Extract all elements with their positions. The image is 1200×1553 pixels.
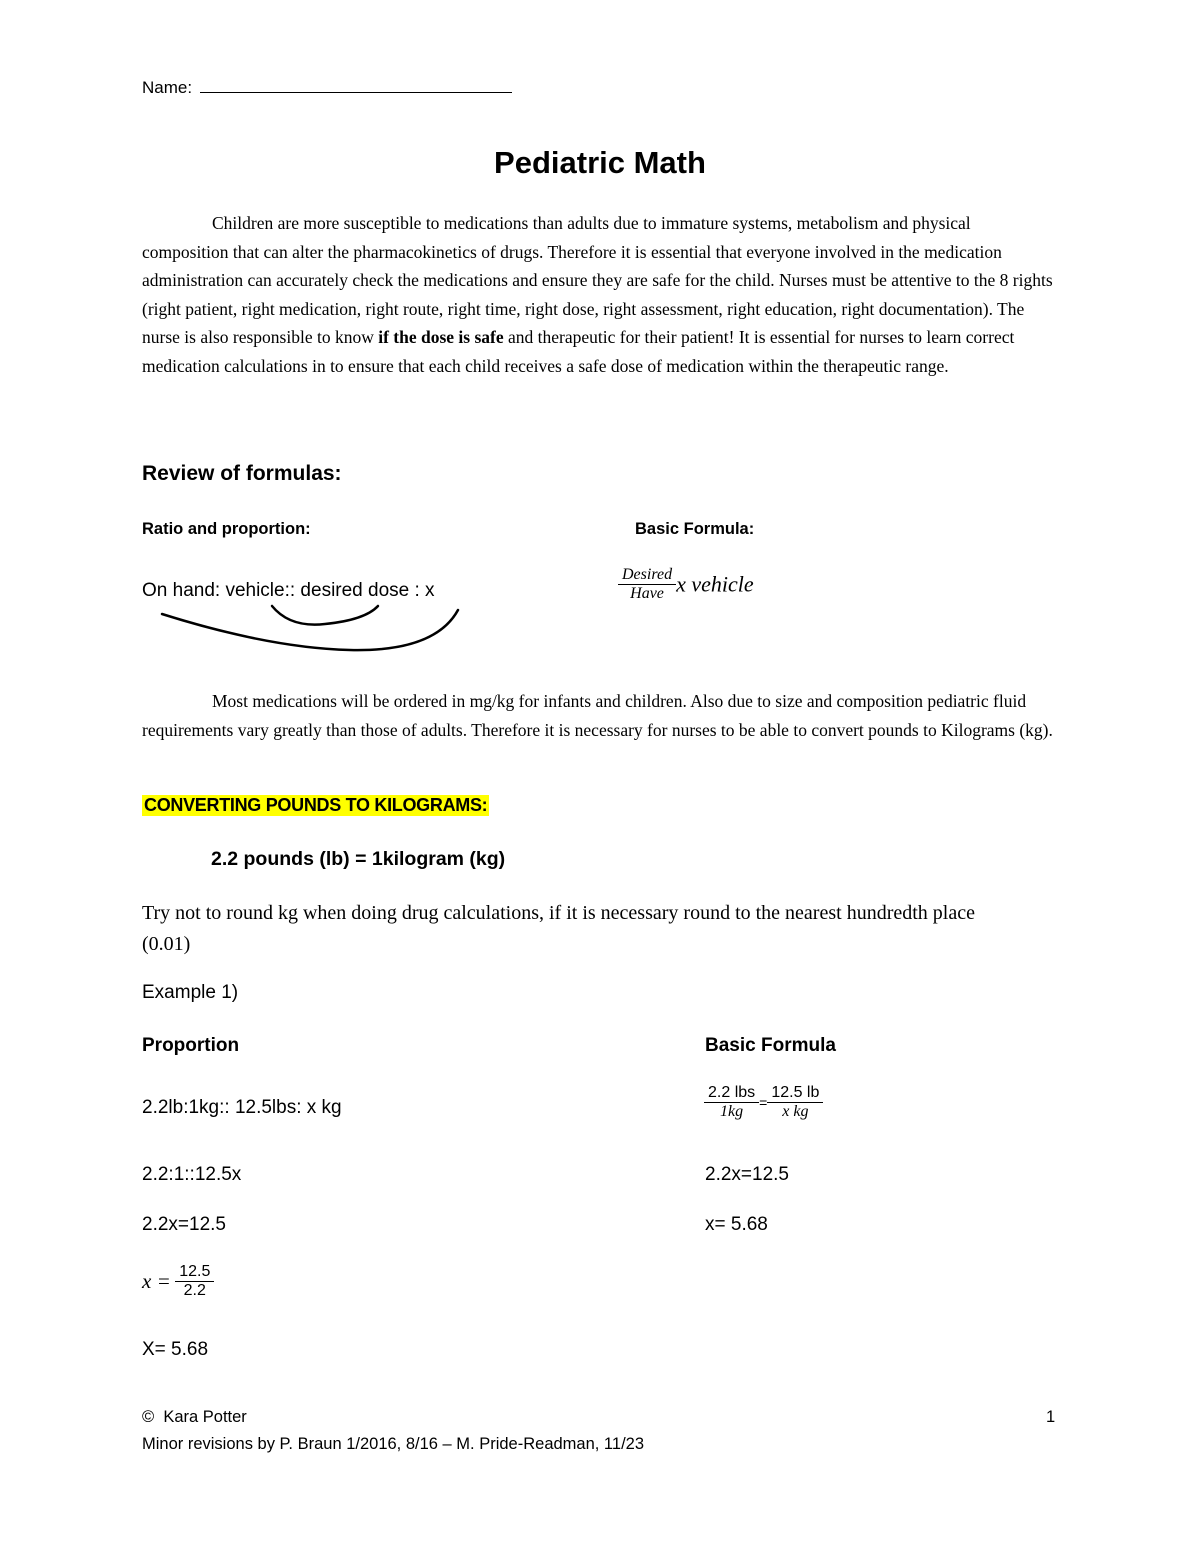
frac1-numerator: 2.2 lbs <box>708 1084 756 1101</box>
name-label: Name: <box>142 78 193 97</box>
equals-sign: = <box>759 1094 768 1111</box>
basic-formula <box>618 566 754 603</box>
para2-text: Most medications will be ordered in mg/kg for infants and children. Also due to size and composition pediatric fluid requirements vary greatly than those of adults. Therefore it is necessary for nurses to be able to convert pounds to Kilograms (kg). <box>142 691 1053 740</box>
ratio-formula-text: On hand: vehicle:: desired dose : x <box>142 580 435 601</box>
formula-vehicle: x vehicle <box>676 571 754 597</box>
x-fraction <box>175 1263 214 1300</box>
page-number: 1 <box>1046 1408 1056 1426</box>
footer-copyright <box>142 1408 247 1427</box>
outer-arc <box>162 610 458 650</box>
ratio-proportion-label: Ratio and proportion: <box>142 520 311 538</box>
rounding-note: Try not to round kg when doing drug calculations, if it is necessary round to the nearest hundredth place (0.01) <box>142 902 975 955</box>
copyright-icon: © <box>142 1408 155 1426</box>
lb-per-xkg-fraction <box>767 1084 823 1121</box>
fraction-denominator: Have <box>630 585 664 602</box>
desired-over-have-fraction <box>618 566 676 603</box>
intro-paragraph <box>142 209 1058 381</box>
intro-bold-text: if the dose is safe <box>378 327 504 348</box>
basic-formula-result: x= 5.68 <box>705 1214 768 1235</box>
proportion-step-1: 2.2lb:1kg:: 12.5lbs: x kg <box>142 1097 342 1118</box>
footer-author: Kara Potter <box>163 1408 247 1426</box>
basic-formula-step-1 <box>704 1084 823 1121</box>
proportion-result: X= 5.68 <box>142 1339 209 1360</box>
converting-heading: CONVERTING POUNDS TO KILOGRAMS: <box>144 795 488 815</box>
footer-revisions: Minor revisions by P. Braun 1/2016, 8/16 – M. Pride-Readman, 11/23 <box>142 1435 645 1453</box>
proportion-step-3: 2.2x=12.5 <box>142 1214 226 1235</box>
page-title: Pediatric Math <box>494 145 706 180</box>
x-fraction-denominator: 2.2 <box>183 1282 206 1299</box>
basic-formula-label: Basic Formula: <box>635 520 755 538</box>
proportion-step-4 <box>142 1263 214 1300</box>
inner-arc <box>272 606 378 625</box>
frac1-denominator: 1kg <box>720 1103 744 1120</box>
basic-formula-example-label: Basic Formula <box>705 1035 836 1056</box>
name-blank-line[interactable] <box>200 74 512 93</box>
frac2-numerator: 12.5 lb <box>767 1084 823 1103</box>
intro-text-part1: Children are more susceptible to medications than adults due to immature systems, metabolism and physical composition that can alter the pharmacokinetics of drugs. Therefore it is essential that everyone involved in the medication administration can accurately check the medications and ensure they are safe for the child. Nurses must be attentive to the 8 rights (right patient, right medication, right route, right time, right dose, right assessment, right education, right documentation). The nurse is also responsible to know <box>142 213 1053 348</box>
example-label: Example 1) <box>142 982 239 1003</box>
ratio-arcs-drawing <box>150 600 470 660</box>
proportion-step-2: 2.2:1::12.5x <box>142 1164 242 1185</box>
basic-formula-step-2: 2.2x=12.5 <box>705 1164 789 1185</box>
review-heading: Review of formulas: <box>142 462 342 485</box>
intro-text-part2: and therapeutic for their patient! It is essential for nurses to learn correct medication calculations in to ensure that each child receives a safe dose of medication within the therapeutic range. <box>142 327 1015 376</box>
conversion-intro-paragraph <box>142 687 1058 744</box>
x-equals: x = <box>142 1269 171 1293</box>
fraction-numerator: Desired <box>618 566 676 585</box>
proportion-label: Proportion <box>142 1035 240 1056</box>
name-field <box>142 74 512 98</box>
x-fraction-numerator: 12.5 <box>175 1263 214 1282</box>
frac2-denominator: x kg <box>782 1103 809 1120</box>
lbs-per-kg-fraction <box>704 1084 759 1121</box>
conversion-equation: 2.2 pounds (lb) = 1kilogram (kg) <box>211 848 506 870</box>
